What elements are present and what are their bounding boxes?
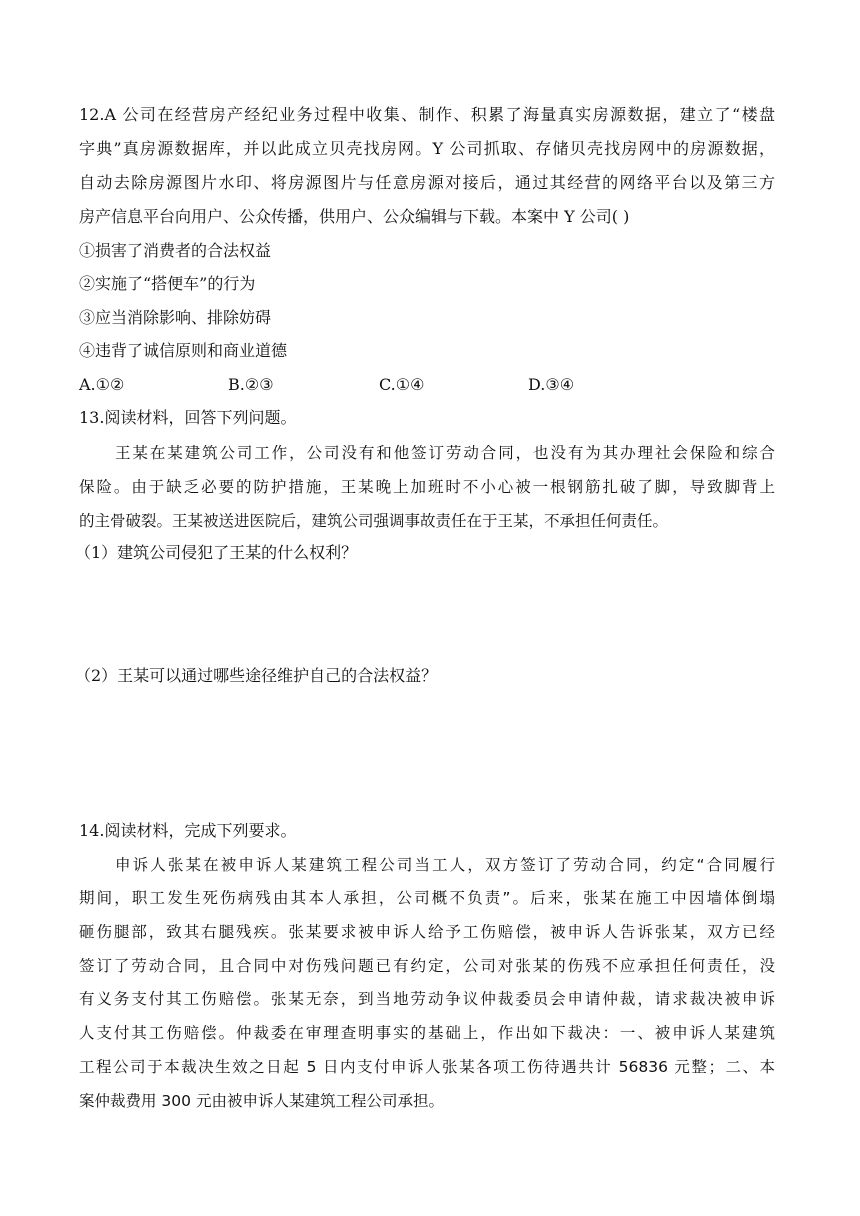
q12-item-4: ④违背了诚信原则和商业道德 [79,341,288,360]
q14-material-line-1: 申诉人张某在被申诉人某建筑工程公司当工人，双方签订了劳动合同，约定“合同履行 [115,856,775,874]
q12-option-b[interactable]: B.②③ [228,375,274,394]
q12-stem-line-1: 12.A 公司在经营房产经纪业务过程中收集、制作、积累了海量真实房源数据，建立了“楼盘 [79,105,775,124]
q14-material-line-2: 期间，职工发生死伤病残由其本人承担，公司概不负责”。后来，张某在施工中因墙体倒塌 [79,889,775,907]
q12-option-c[interactable]: C.①④ [379,375,425,394]
q14-material-line-6: 人支付其工伤赔偿。仲裁委在审理查明事实的基础上，作出如下裁决：一、被申诉人某建筑 [79,1024,775,1042]
q14-material-line-7: 工程公司于本裁决生效之日起 5 日内支付申诉人张某各项工伤待遇共计 56836 元整；二、本 [79,1058,775,1076]
q13-title: 13.阅读材料，回答下列问题。 [79,408,297,427]
q13-subquestion-1: （1）建筑公司侵犯了王某的什么权利？ [75,543,358,562]
q12-item-3: ③应当消除影响、排除妨碍 [79,308,272,327]
q12-option-a[interactable]: A.①② [79,375,125,394]
q14-material-line-4: 签订了劳动合同，且合同中对伤残问题已有约定，公司对张某的伤残不应承担任何责任，没 [79,957,775,975]
q12-item-2: ②实施了“搭便车”的行为 [79,274,256,293]
q14-material-line-8: 案仲裁费用 300 元由被申诉人某建筑工程公司承担。 [79,1092,444,1110]
q12-option-d[interactable]: D.③④ [528,375,575,394]
q12-stem-line-4: 房产信息平台向用户、公众传播，供用户、公众编辑与下载。本案中 Y 公司( ) [79,207,630,226]
q12-stem-line-3: 自动去除房源图片水印、将房源图片与任意房源对接后，通过其经营的网络平台以及第三方 [79,173,775,192]
q14-title: 14.阅读材料，完成下列要求。 [79,821,297,840]
q12-item-1: ①损害了消费者的合法权益 [79,241,272,260]
q13-material-line-3: 的主骨破裂。王某被送进医院后，建筑公司强调事故责任在于王某，不承担任何责任。 [79,512,669,530]
q14-material-line-5: 有义务支付其工伤赔偿。张某无奈，到当地劳动争议仲裁委员会申请仲裁，请求裁决被申诉 [79,990,775,1008]
q13-material-line-1: 王某在某建筑公司工作，公司没有和他签订劳动合同，也没有为其办理社会保险和综合 [115,444,775,462]
q12-stem-line-2: 字典”真房源数据库，并以此成立贝壳找房网。Y 公司抓取、存储贝壳找房网中的房源数据， [79,139,775,158]
q13-subquestion-2: （2）王某可以通过哪些途径维护自己的合法权益？ [75,666,438,685]
q14-material-line-3: 砸伤腿部，致其右腿残疾。张某要求被申诉人给予工伤赔偿，被申诉人告诉张某，双方已经 [79,923,775,941]
q13-material-line-2: 保险。由于缺乏必要的防护措施，王某晚上加班时不小心被一根钢筋扎破了脚，导致脚背上 [79,478,775,496]
